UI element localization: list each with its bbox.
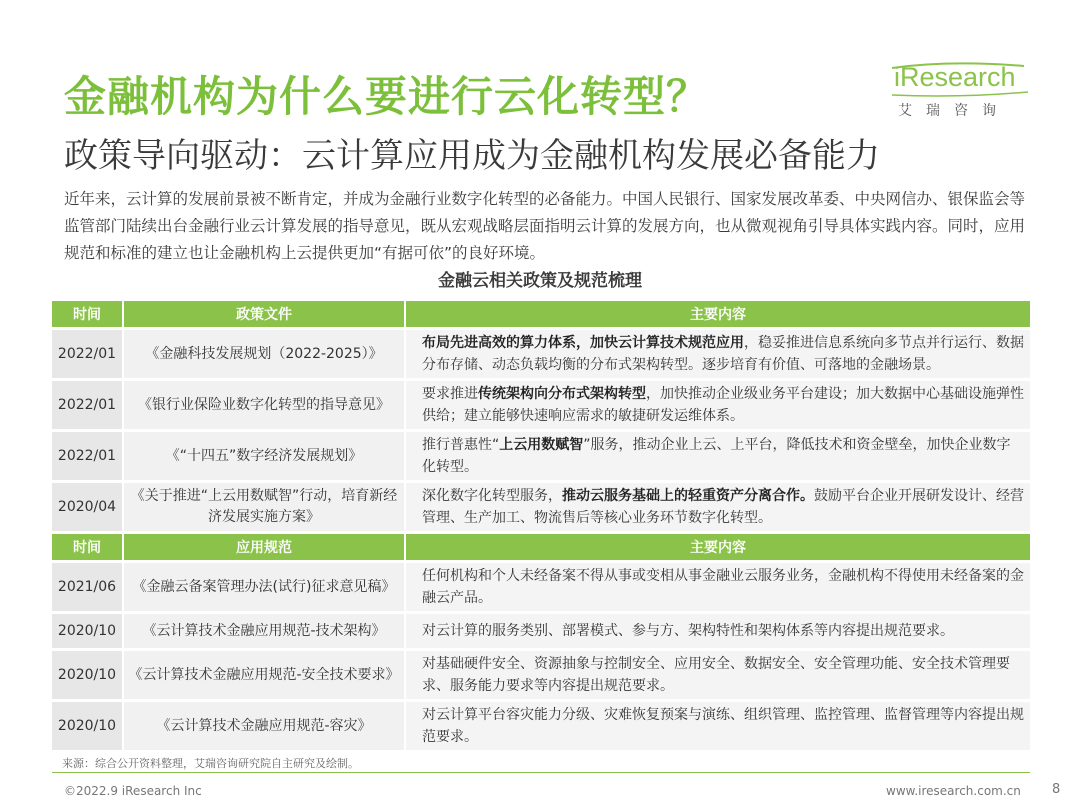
table-row xyxy=(52,381,1030,429)
table-row xyxy=(52,432,1030,480)
content-cell xyxy=(406,614,1030,648)
document-cell: 《金融云备案管理办法(试行)征求意见稿》 xyxy=(124,563,406,611)
document-cell: 《云计算技术金融应用规范-安全技术要求》 xyxy=(124,651,406,699)
footer-divider xyxy=(52,772,1030,773)
time-cell: 2020/10 xyxy=(52,702,124,750)
content-text: 任何机构和个人未经备案不得从事或变相从事金融业云服务业务，金融机构不得使用未经备案的金融云产品。 xyxy=(422,568,1024,606)
time-cell: 2022/01 xyxy=(52,330,124,378)
table-header-cell: 主要内容 xyxy=(406,534,1030,560)
content-cell xyxy=(406,563,1030,611)
time-cell: 2020/10 xyxy=(52,614,124,648)
content-cell xyxy=(406,651,1030,699)
document-cell: 《云计算技术金融应用规范-容灾》 xyxy=(124,702,406,750)
content-text: 鼓励平台企业开展研发设计、经营管理、生产加工、物流售后等核心业务环节数字化转型。 xyxy=(422,488,1024,526)
table-header-cell: 时间 xyxy=(52,534,124,560)
logo-subtitle: 艾瑞咨询 xyxy=(898,103,1010,119)
table-header-cell: 主要内容 xyxy=(406,301,1030,327)
table-row xyxy=(52,651,1030,699)
content-text: 要求推进 xyxy=(422,386,478,402)
policy-table xyxy=(52,298,1030,753)
iresearch-logo xyxy=(890,62,1030,122)
table-row xyxy=(52,563,1030,611)
document-cell: 《关于推进“上云用数赋智”行动，培育新经济发展实施方案》 xyxy=(124,483,406,531)
table-row xyxy=(52,483,1030,531)
content-text: ”服务，推动企业上云、上平台，降低技术和资金壁垒，加快企业数字化转型。 xyxy=(422,437,1011,475)
content-cell xyxy=(406,330,1030,378)
content-text: 对基础硬件安全、资源抽象与控制安全、应用安全、数据安全、安全管理功能、安全技术管理要求、服务能力要求等内容提出规范要求。 xyxy=(422,656,1010,694)
table-row xyxy=(52,614,1030,648)
time-cell: 2020/04 xyxy=(52,483,124,531)
document-cell: 《金融科技发展规划（2022-2025）》 xyxy=(124,330,406,378)
content-text: 对云计算的服务类别、部署模式、参与方、架构特性和架构体系等内容提出规范要求。 xyxy=(422,623,954,639)
content-highlight: 上云用数赋智 xyxy=(499,437,584,453)
content-text: 推行普惠性“ xyxy=(422,437,500,453)
intro-paragraph: 近年来，云计算的发展前景被不断肯定，并成为金融行业数字化转型的必备能力。中国人民银行、国家发展改革委、中央网信办、银保监会等监管部门陆续出台金融行业云计算发展的指导意见，既从宏观战略层面指明云计算的发展方向，也从微观视角引导具体实践内容。同时，应用规范和标准的建立也让金融机构上云提供更加“有据可依”的良好环境。 xyxy=(64,190,1026,262)
time-cell: 2021/06 xyxy=(52,563,124,611)
content-highlight: 布局先进高效的算力体系，加快云计算技术规范应用 xyxy=(422,335,744,351)
copyright: ©2022.9 iResearch Inc xyxy=(64,784,202,798)
page-title: 金融机构为什么要进行云化转型？ xyxy=(64,72,710,121)
content-text: ，加快推动企业级业务平台建设；加大数据中心基础设施弹性供给；建立能够快速响应需求的敏捷研发运维体系。 xyxy=(422,386,1024,424)
content-cell xyxy=(406,483,1030,531)
logo-wordmark: iResearch xyxy=(894,62,1016,92)
content-highlight: 推动云服务基础上的轻重资产分离合作。 xyxy=(562,488,814,504)
table-row xyxy=(52,702,1030,750)
time-cell: 2022/01 xyxy=(52,432,124,480)
content-cell xyxy=(406,702,1030,750)
website-url: www.iresearch.com.cn xyxy=(886,784,1021,798)
source-note: 来源：综合公开资料整理，艾瑞咨询研究院自主研究及绘制。 xyxy=(62,757,359,770)
time-cell: 2020/10 xyxy=(52,651,124,699)
table-header-cell: 时间 xyxy=(52,301,124,327)
page-number: 8 xyxy=(1052,782,1061,797)
content-text: 深化数字化转型服务， xyxy=(422,488,562,504)
table-header-cell: 应用规范 xyxy=(124,534,406,560)
table-header-cell: 政策文件 xyxy=(124,301,406,327)
page-subtitle: 政策导向驱动：云计算应用成为金融机构发展必备能力 xyxy=(64,136,880,176)
table-title: 金融云相关政策及规范梳理 xyxy=(438,271,642,291)
content-text: ，稳妥推进信息系统向多节点并行运行、数据分布存储、动态负载均衡的分布式架构转型。逐步培育有价值、可落地的金融场景。 xyxy=(422,335,1024,373)
document-cell: 《银行业保险业数字化转型的指导意见》 xyxy=(124,381,406,429)
table-header-row xyxy=(52,301,1030,327)
time-cell: 2022/01 xyxy=(52,381,124,429)
content-cell xyxy=(406,432,1030,480)
document-cell: 《“十四五”数字经济发展规划》 xyxy=(124,432,406,480)
content-cell xyxy=(406,381,1030,429)
document-cell: 《云计算技术金融应用规范-技术架构》 xyxy=(124,614,406,648)
table-row xyxy=(52,330,1030,378)
content-text: 对云计算平台容灾能力分级、灾难恢复预案与演练、组织管理、监控管理、监督管理等内容提出规范要求。 xyxy=(422,707,1024,745)
table-header-row xyxy=(52,534,1030,560)
content-highlight: 传统架构向分布式架构转型 xyxy=(478,386,646,402)
